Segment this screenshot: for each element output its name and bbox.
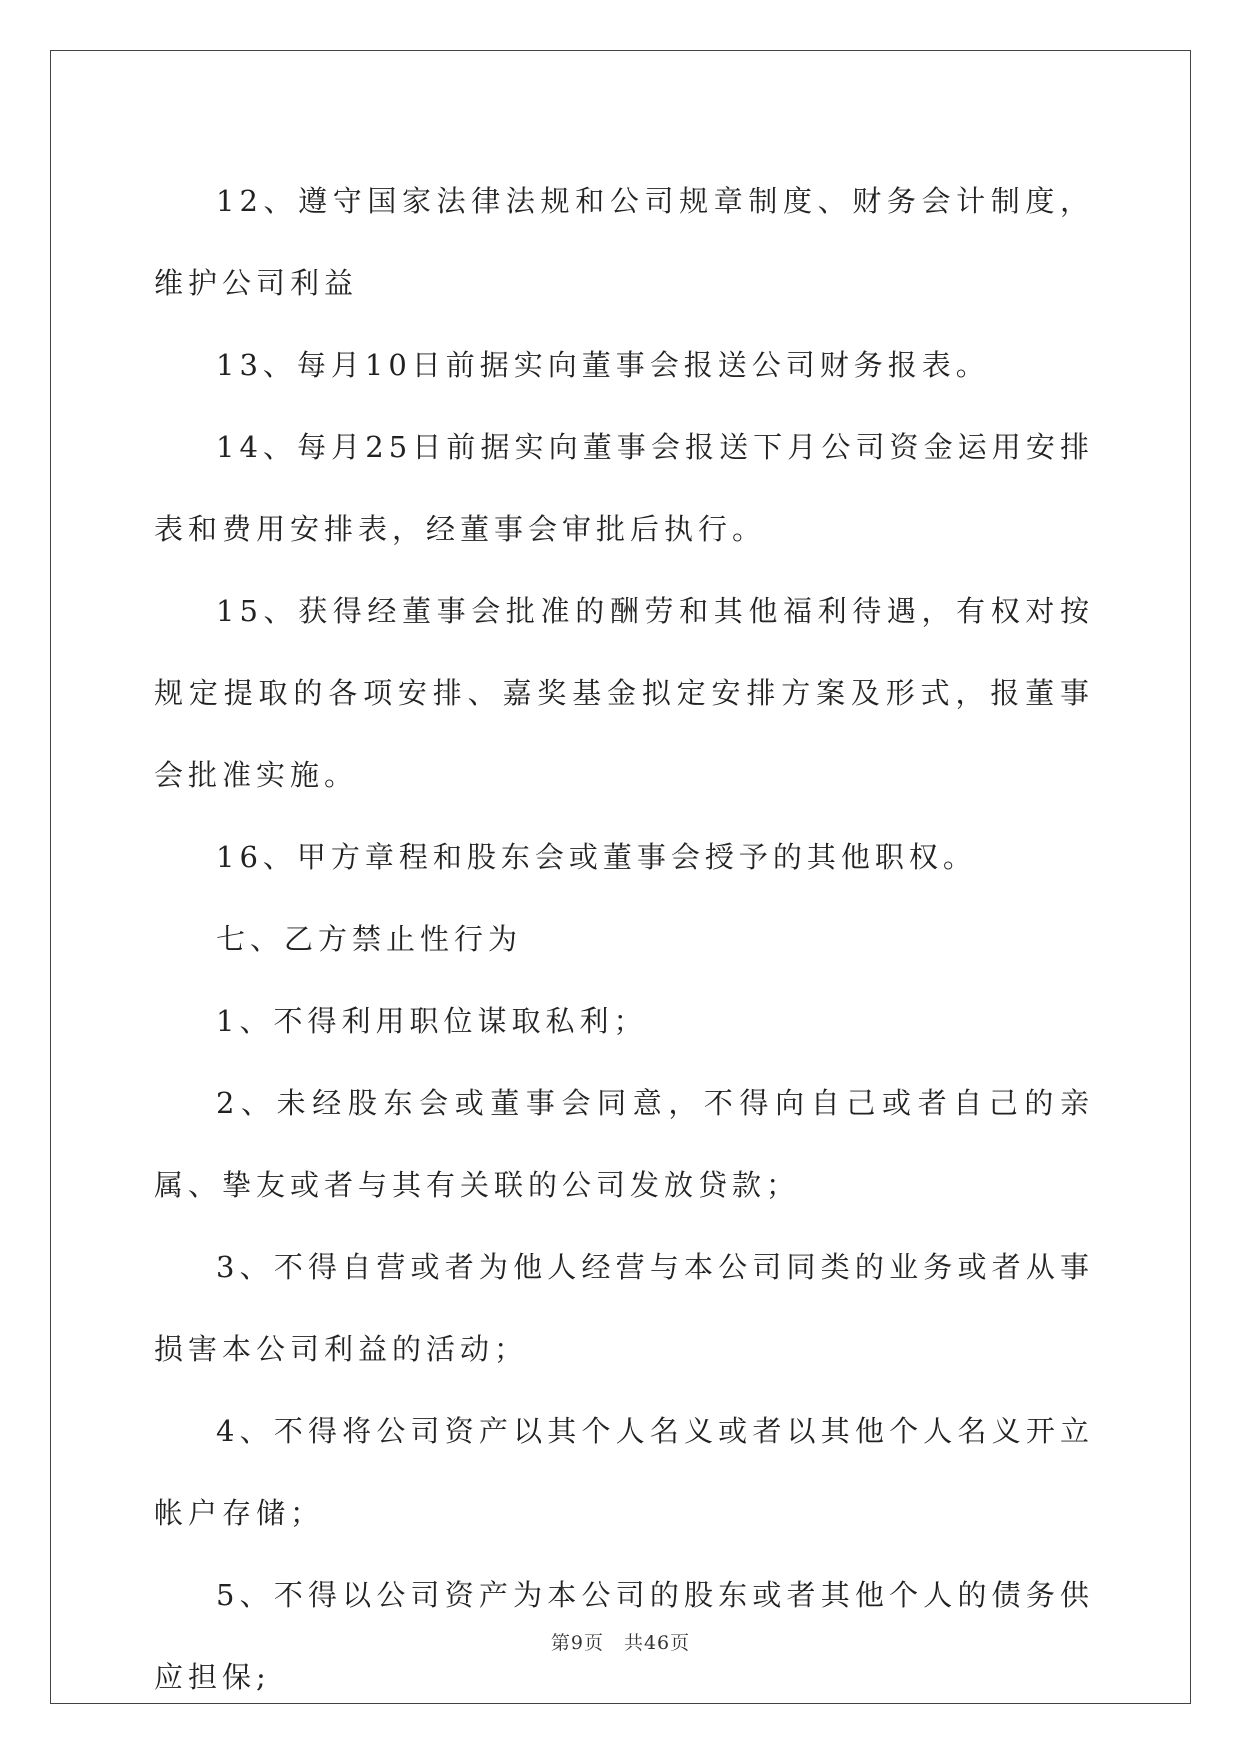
paragraph-16: 16、甲方章程和股东会或董事会授予的其他职权。 [216, 840, 977, 874]
document-body [154, 160, 1094, 1718]
prohibition-1: 1、不得利用职位谋取私利； [216, 1004, 648, 1038]
prohibition-2: 2、未经股东会或董事会同意，不得向自己或者自己的亲属、挚友或者与其有关联的公司发放贷款； [154, 1086, 1094, 1202]
paragraph-15: 15、获得经董事会批准的酬劳和其他福利待遇，有权对按规定提取的各项安排、嘉奖基金拟定安排方案及形式，报董事会批准实施。 [154, 594, 1094, 792]
section-heading-7: 七、乙方禁止性行为 [216, 922, 523, 956]
page-number-footer: 第9页 共46页 [550, 1632, 691, 1654]
paragraph-14: 14、每月25日前据实向董事会报送下月公司资金运用安排表和费用安排表，经董事会审批后执行。 [154, 430, 1094, 546]
paragraph-13: 13、每月10日前据实向董事会报送公司财务报表。 [216, 348, 990, 382]
prohibition-4: 4、不得将公司资产以其个人名义或者以其他个人名义开立帐户存储； [154, 1414, 1094, 1530]
prohibition-3: 3、不得自营或者为他人经营与本公司同类的业务或者从事损害本公司利益的活动； [154, 1250, 1094, 1366]
paragraph-12: 12、遵守国家法律法规和公司规章制度、财务会计制度，维护公司利益 [154, 184, 1094, 300]
prohibition-5: 5、不得以公司资产为本公司的股东或者其他个人的债务供应担保; [154, 1578, 1094, 1694]
